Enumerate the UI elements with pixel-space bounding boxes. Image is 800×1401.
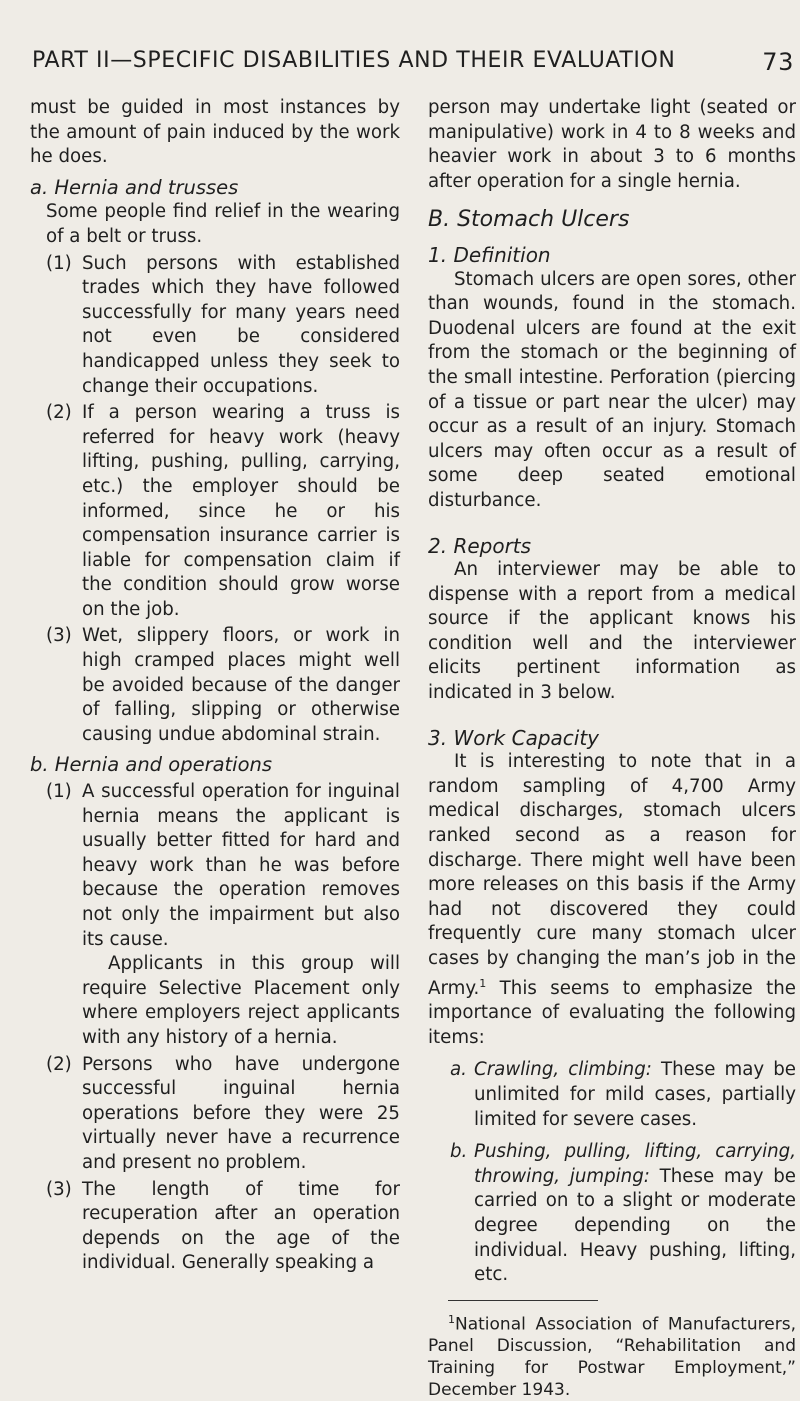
page-number: 73: [762, 48, 794, 76]
item-label: Crawling, climbing:: [474, 1059, 652, 1081]
item-number: (2): [46, 1053, 72, 1075]
list-item: [450, 1140, 796, 1288]
footnote: [428, 1309, 796, 1401]
item-number: (1): [46, 252, 72, 274]
list-item: [46, 1178, 400, 1276]
right-column: [428, 96, 796, 1401]
list-item: [46, 780, 400, 1051]
item-text-continued: Applicants in this group will require Selective Placement only where employers reject applicants with any history of a hernia.: [82, 953, 400, 1048]
item-number: (2): [46, 402, 72, 424]
footnote-mark: 1: [448, 1312, 455, 1326]
list-item: [46, 401, 400, 622]
list-item: [450, 1058, 796, 1132]
item-letter: b.: [450, 1141, 468, 1163]
continued-paragraph: must be guided in most instances by the amount of pain induced by the work he does.: [30, 97, 400, 168]
footnote-divider: [448, 1300, 598, 1301]
item-text: If a person wearing a truss is referred for heavy work (heavy lifting, pushing, pulling, carrying, etc.) the employer should be informed, since he or his compensation insurance carrier is liable for compensation claim if the condition should grow worse on the job.: [82, 402, 400, 620]
reports-paragraph: An interviewer may be able to dispense with a report from a medical source if the applicant knows his condition well and the interviewer elicits pertinent information as indicated in 3 below.: [428, 559, 796, 704]
item-text: These may be carried on to a slight or moderate degree depending on the individual. Heavy pushing, lifting, etc.: [474, 1165, 796, 1286]
item-text: The length of time for recuperation after an operation depends on the age of the individual. Generally speaking a: [82, 1178, 400, 1274]
subheading-work-capacity: 3. Work Capacity: [428, 725, 600, 750]
definition-paragraph: Stomach ulcers are open sores, other than wounds, found in the stomach. Duodenal ulcers are found at the exit from the stomach or the beginning of the small intestine. Perforation (piercing of a tissue or part near the ulcer) may occur as a result of an injury. Stomach ulcers may often occur as a result of some deep seated emotional disturbance.: [428, 268, 796, 511]
item-number: (3): [46, 1178, 72, 1200]
subheading-definition: 1. Definition: [428, 242, 551, 267]
section-heading-hernia-trusses: a. Hernia and trusses: [30, 175, 239, 199]
work-capacity-text: It is interesting to note that in a random sampling of 4,700 Army medical discharges, stomach ulcers ranked second as a reason for discharge. There might well have been more releases on this basis if the Army had not discovered they could frequently cure many stomach ulcer cases by changing the man’s job in the Army.: [428, 751, 796, 999]
section-intro: Some people find relief in the wearing of a belt or truss.: [46, 201, 400, 247]
item-text: Such persons with established trades which they have followed successfully for many years need not even be considered handicapped unless they seek to change their occupations.: [82, 252, 400, 397]
item-text: These may be unlimited for mild cases, partially limited for severe cases.: [474, 1059, 796, 1130]
continued-paragraph: person may undertake light (seated or manipulative) work in 4 to 8 weeks and heavier work in about 3 to 6 months after operation for a single hernia.: [428, 97, 796, 192]
work-capacity-paragraph: [428, 750, 796, 1050]
item-text: Persons who have undergone successful inguinal hernia operations before they were 25 virtually never have a recurrence and present no problem.: [82, 1053, 400, 1173]
item-number: (1): [46, 781, 72, 803]
section-heading-stomach-ulcers: B. Stomach Ulcers: [428, 207, 630, 233]
list-item: [46, 624, 400, 747]
running-header: [32, 48, 800, 76]
list-item: [46, 252, 400, 400]
subheading-reports: 2. Reports: [428, 533, 532, 558]
left-column: [30, 96, 400, 1276]
section-heading-hernia-operations: b. Hernia and operations: [30, 753, 273, 777]
list-item: [46, 1053, 400, 1176]
footnote-reference: 1: [479, 976, 487, 990]
item-letter: a.: [450, 1059, 467, 1081]
header-title: PART II—SPECIFIC DISABILITIES AND THEIR EVALUATION: [32, 48, 676, 73]
item-text: A successful operation for inguinal hernia means the applicant is usually better fitted for hard and heavy work than he was before because the operation removes not only the impairment but also its cause.: [82, 781, 400, 950]
footnote-text: National Association of Manufacturers, Panel Discussion, “Rehabilitation and Training for Postwar Employment,” December 1943.: [428, 1314, 796, 1401]
item-text: Wet, slippery floors, or work in high cramped places might well be avoided because of the danger of falling, slipping or otherwise causing undue abdominal strain.: [82, 625, 400, 745]
item-label: Pushing, pulling, lifting, carrying, throwing, jumping:: [474, 1141, 796, 1187]
item-number: (3): [46, 625, 72, 647]
work-capacity-text-2: This seems to emphasize the importance of evaluating the following items:: [428, 977, 796, 1048]
